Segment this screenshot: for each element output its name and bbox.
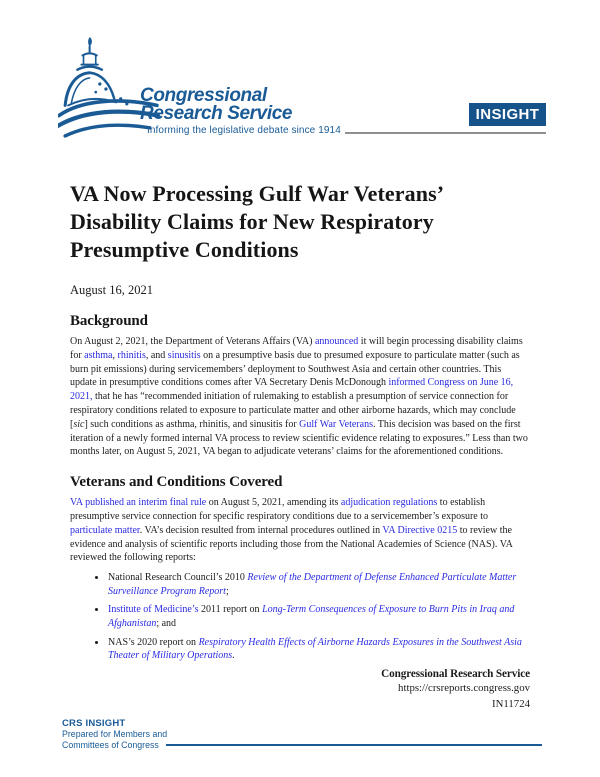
text-run: NAS’s 2020 report on [108,636,199,648]
text-link[interactable]: VA published an interim final rule [70,497,207,509]
list-item [107,603,530,630]
document-body [0,180,600,710]
text-link[interactable]: particulate matter [70,524,140,536]
wordmark-line1: Congressional [140,85,267,106]
text-link[interactable]: informed Congress on June 16, 2021, [70,377,514,403]
publication-date: August 16, 2021 [70,283,153,297]
crs-wordmark [140,87,292,123]
section-background [70,313,530,459]
footer-divider [166,744,542,746]
footer-url-link[interactable]: https://crsreports.congress.gov [398,681,530,694]
text-run: . [232,650,235,662]
text-link[interactable]: VA Directive 0215 [382,524,458,536]
list-item [107,636,530,663]
section-veterans-conditions [70,474,530,663]
text-link[interactable]: Institute of Medicine’s [108,604,199,616]
text-link[interactable]: Review of the Department of Defense Enhanced Particulate Matter Surveillance Program Report [108,572,517,597]
text-run: that he has “recommended initiation of rulemaking to establish a presumption of service connection for respiratory conditions related to exposure to particulate matter and other airborne hazards, which may conclude [ [70,391,516,430]
text-run: National Research Council’s 2010 [108,572,248,584]
text-link[interactable]: sinusitis [167,349,201,361]
text-link[interactable]: Gulf War Veterans [299,418,373,430]
section-heading-background: Background [70,313,148,329]
bottom-footer [62,718,542,750]
crs-tagline: Informing the legislative debate since 1914 [147,125,341,136]
text-run: to establish presumptive service connection for specific respiratory conditions due to a servicemember’s exposure to [70,497,489,522]
text-run: sic [73,418,85,430]
text-link[interactable]: Respiratory Health Effects of Airborne Hazards Exposures in the Southwest Asia Theater of Military Operations [108,636,522,662]
text-run: ] such conditions as asthma, rhinitis, and sinusitis for [84,418,300,430]
crs-insight-label: CRS INSIGHT [62,718,126,729]
text-link[interactable]: announced [314,336,359,347]
text-link[interactable]: Long-Term Consequences of Exposure to Burn Pits in Iraq and Afghanistan [108,604,515,629]
text-run: on a presumptive basis due to presumed exposure to particulate matter (such as burn pit emissions) during servicemembers’ deployment to Southwest Asia and certain other countries. This update in presumptive conditions comes after VA Secretary Denis McDonough [70,349,520,389]
text-run: to review the evidence and analysis of scientific reports including those from the National Academies of Science (NAS). VA reviewed the following reports: [70,524,513,564]
wordmark-line2: Research Service [140,103,293,124]
page-title: VA Now Processing Gulf War Veterans’ Disability Claims for New Respiratory Presumptive Conditions [70,181,443,262]
text-run: ; [225,585,229,597]
prepared-for-line2: Committees of Congress [62,739,159,750]
text-run: , [112,349,118,361]
text-run: it will begin processing disability claims for [70,336,523,361]
document-header [0,0,600,140]
insight-badge: INSIGHT [469,103,546,126]
section-heading-veterans-conditions: Veterans and Conditions Covered [70,474,283,491]
text-run: . This decision was based on the first iteration of a newly formed internal VA process to review scientific evidence relating to exposures.” Less than two months later, on August 5, 2021, VA began to adjudicate veterans’ claims for the aforementioned conditions. [70,418,528,458]
prepared-for-line1: Prepared for Members and [62,729,168,739]
text-link[interactable]: asthma [84,349,113,361]
document-number: IN11724 [492,697,530,710]
header-divider [345,132,546,134]
footer-org-name: Congressional Research Service [381,667,530,680]
text-run: . VA’s decision resulted from internal procedures outlined in [139,524,383,536]
document-footer [70,668,530,710]
text-link[interactable]: adjudication regulations [340,497,438,509]
text-run: on August 5, 2021, amending its [206,497,341,509]
text-run: On August 2, 2021, the Department of Veterans Affairs (VA) [70,336,315,347]
reports-list [70,571,530,663]
veterans-conditions-paragraph [70,496,530,565]
list-item [107,571,530,598]
text-run: ; and [156,617,177,629]
text-link[interactable]: rhinitis [117,349,146,361]
text-run: , and [145,349,168,361]
text-run: 2011 report on [198,604,263,616]
background-paragraph [70,335,530,459]
